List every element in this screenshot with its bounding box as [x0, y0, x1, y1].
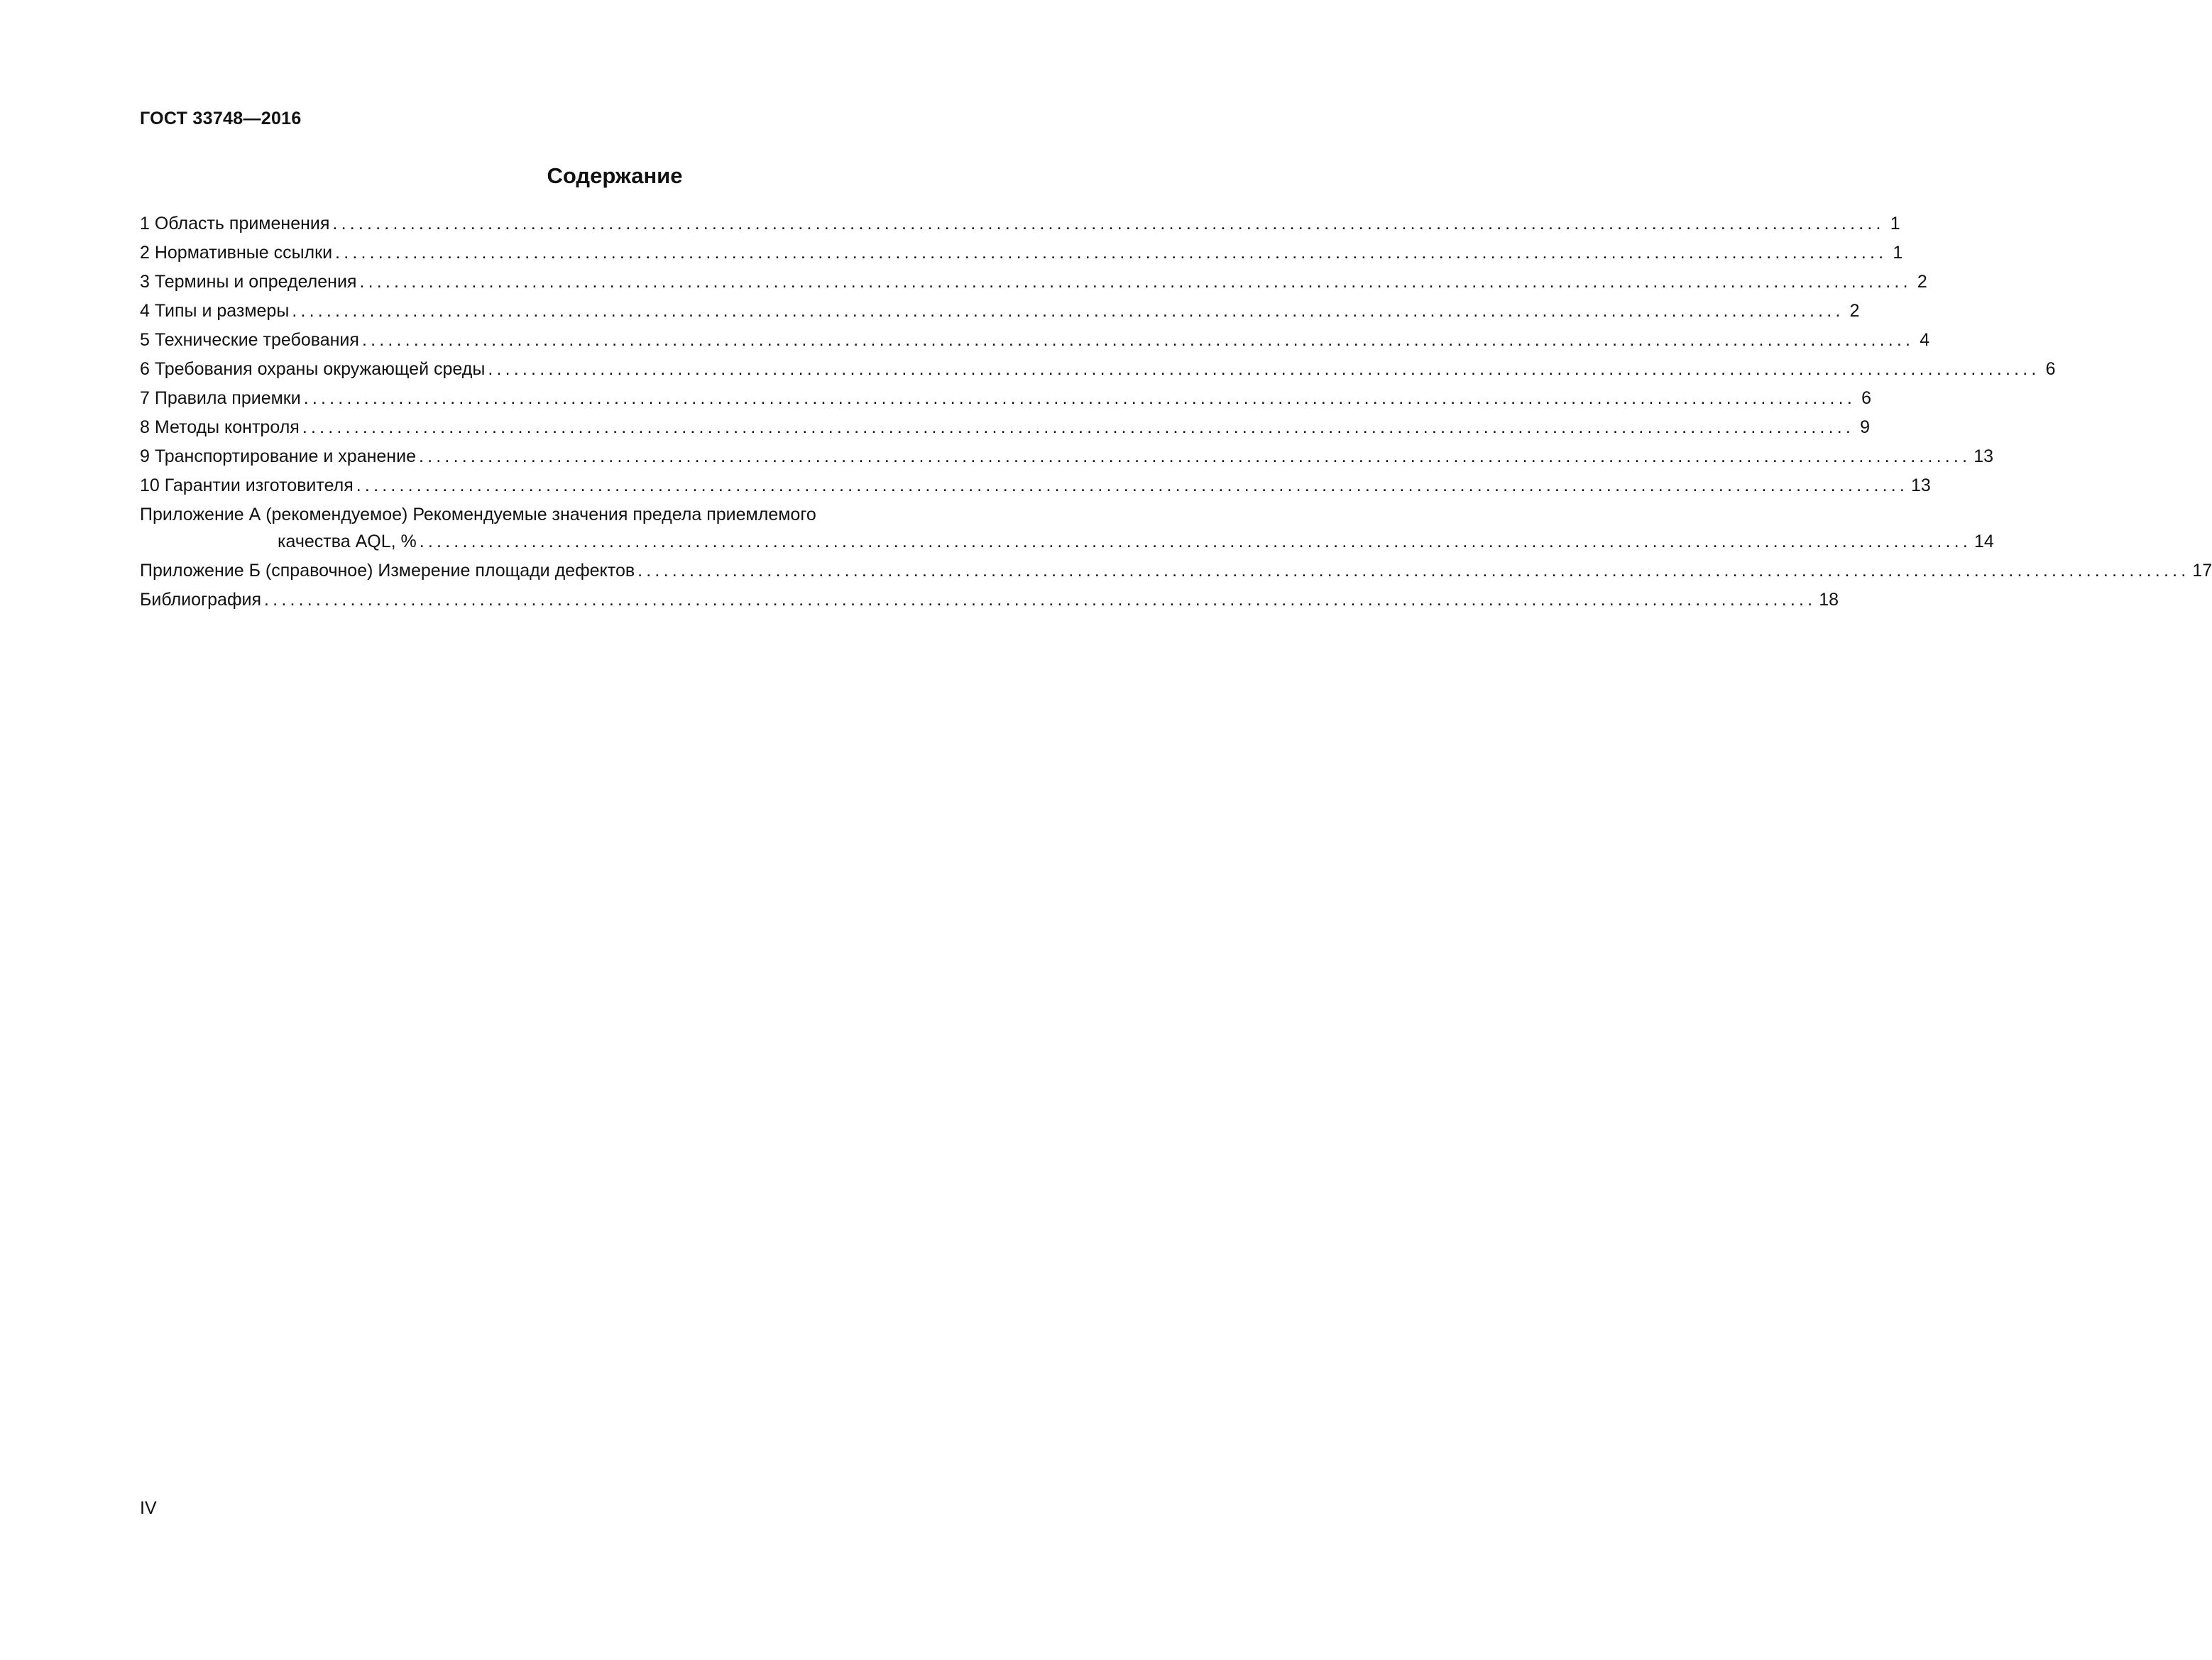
toc-dot-leader: ....................................................................................................................................................................................	[488, 359, 2040, 379]
toc-dot-leader: ....................................................................................................................................................................................	[264, 590, 1817, 610]
toc-entry-8[interactable]	[140, 414, 1871, 443]
toc-entry-bibliography[interactable]	[140, 586, 1839, 615]
toc-entry-page: 9	[1860, 417, 1871, 437]
toc-dot-leader: ....................................................................................................................................................................................	[359, 272, 1912, 292]
toc-dot-leader: ....................................................................................................................................................................................	[302, 417, 1855, 437]
page-number: IV	[140, 1498, 157, 1518]
toc-entry-page: 6	[2045, 359, 2056, 379]
toc-dot-leader: ....................................................................................................................................................................................	[332, 214, 1885, 233]
toc-title: Содержание	[547, 163, 683, 188]
toc-entry-appendix-a[interactable]	[140, 501, 1994, 555]
toc-dot-leader: ....................................................................................................................................................................................	[361, 330, 1915, 350]
toc-dot-leader: ....................................................................................................................................................................................	[419, 532, 1971, 551]
toc-entry-page: 13	[1911, 476, 1931, 495]
toc-entry-1[interactable]	[140, 210, 1900, 239]
toc-entry-7[interactable]	[140, 385, 1871, 414]
toc-entry-label: 9 Транспортирование и хранение	[140, 446, 416, 466]
toc-entry-label: 6 Требования охраны окружающей среды	[140, 359, 486, 379]
toc-entry-page: 14	[1973, 532, 1994, 551]
toc-entry-appendix-b[interactable]	[140, 557, 2212, 586]
toc-entry-label: Приложение Б (справочное) Измерение площади дефектов	[140, 561, 635, 581]
toc-entry-page: 18	[1819, 590, 1839, 610]
toc-entry-continuation	[140, 528, 1994, 555]
toc-dot-leader: ....................................................................................................................................................................................	[335, 243, 1888, 263]
toc-entry-label: Библиография	[140, 590, 262, 610]
document-id-header: ГОСТ 33748—2016	[140, 109, 302, 128]
toc-entry-page: 4	[1920, 330, 1930, 350]
toc-entry-2[interactable]	[140, 239, 1903, 268]
toc-entry-6[interactable]	[140, 356, 2056, 385]
toc-entry-label: 7 Правила приемки	[140, 388, 301, 408]
toc-dot-leader: ....................................................................................................................................................................................	[637, 561, 2190, 581]
toc-entry-label-continued: качества AQL, %	[278, 532, 417, 551]
toc-entry-page: 2	[1917, 272, 1927, 292]
toc-entry-label: Приложение А (рекомендуемое) Рекомендуемые значения предела приемлемого	[140, 505, 816, 524]
toc-entry-5[interactable]	[140, 326, 1930, 356]
toc-entry-label: 10 Гарантии изготовителя	[140, 476, 354, 495]
toc-entry-label: 3 Термины и определения	[140, 272, 357, 292]
toc-entry-page: 17	[2192, 561, 2212, 581]
toc-entry-label: 8 Методы контроля	[140, 417, 300, 437]
toc-entry-page: 13	[1973, 446, 1994, 466]
toc-entry-10[interactable]	[140, 472, 1931, 501]
toc-entry-page: 1	[1890, 214, 1900, 233]
toc-entry-label: 5 Технические требования	[140, 330, 359, 350]
toc-entry-page: 6	[1861, 388, 1871, 408]
toc-entry-4[interactable]	[140, 297, 1860, 326]
table-of-contents	[140, 210, 2212, 615]
toc-entry-label: 4 Типы и размеры	[140, 301, 290, 321]
toc-entry-page: 2	[1849, 301, 1860, 321]
toc-entry-label: 2 Нормативные ссылки	[140, 243, 333, 263]
toc-entry-3[interactable]	[140, 268, 1927, 297]
toc-dot-leader: ....................................................................................................................................................................................	[356, 476, 1909, 495]
toc-dot-leader: ....................................................................................................................................................................................	[303, 388, 1856, 408]
toc-entry-9[interactable]	[140, 443, 1994, 472]
toc-entry-label: 1 Область применения	[140, 214, 330, 233]
toc-dot-leader: ....................................................................................................................................................................................	[418, 446, 1971, 466]
toc-dot-leader: ....................................................................................................................................................................................	[292, 301, 1844, 321]
toc-entry-page: 1	[1893, 243, 1903, 263]
